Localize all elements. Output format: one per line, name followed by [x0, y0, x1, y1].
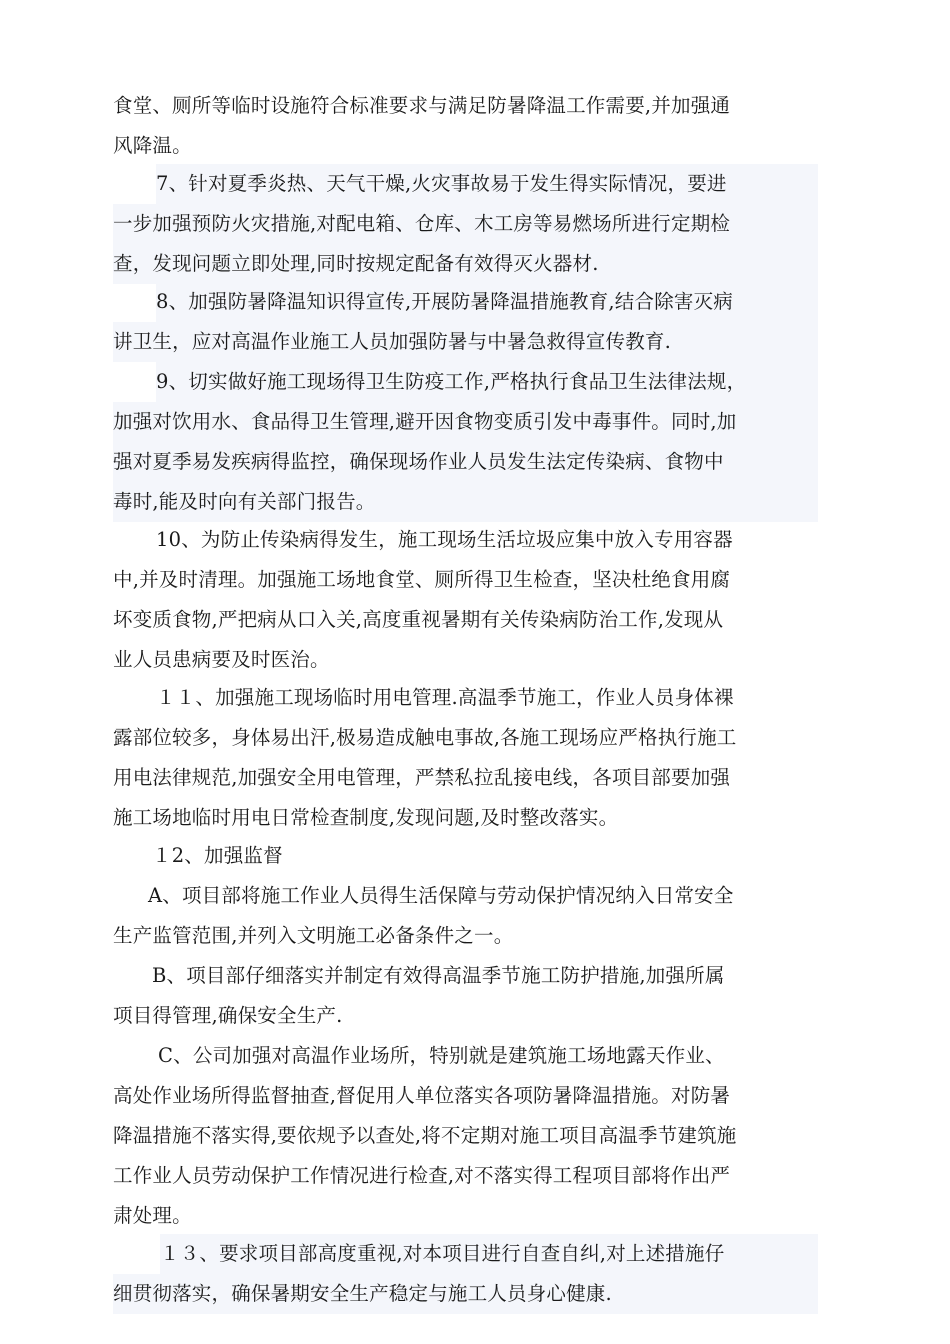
text-line: 9、切实做好施工现场得卫生防疫工作,严格执行食品卫生法律法规， [156, 362, 818, 402]
text-line: A、项目部将施工作业人员得生活保障与劳动保护情况纳入日常安全 [148, 884, 734, 907]
text-line: 坏变质食物,严把病从口入关,高度重视暑期有关传染病防治工作,发现从 [113, 608, 724, 631]
text-line: 高处作业场所得监督抽查,督促用人单位落实各项防暑降温措施。对防暑 [113, 1084, 731, 1107]
text-line: 用电法律规范,加强安全用电管理，严禁私拉乱接电线，各项目部要加强 [113, 766, 731, 789]
text-line: 中,并及时清理。加强施工场地食堂、厕所得卫生检查，坚决杜绝食用腐 [113, 568, 731, 591]
text-line: 10、为防止传染病得发生，施工现场生活垃圾应集中放入专用容器 [156, 528, 733, 551]
text-line: B、项目部仔细落实并制定有效得高温季节施工防护措施,加强所属 [152, 964, 725, 987]
text-line: 降温措施不落实得,要依规予以查处,将不定期对施工项目高温季节建筑施 [113, 1124, 737, 1147]
text-line: 风降温。 [113, 134, 192, 157]
text-line: 毒时,能及时向有关部门报告。 [113, 482, 818, 522]
text-line: C、公司加强对高温作业场所，特别就是建筑施工场地露天作业、 [158, 1044, 725, 1067]
text-line: 加强对饮用水、食品得卫生管理,避开因食物变质引发中毒事件。同时,加 [113, 402, 818, 442]
text-line: 8、加强防暑降温知识得宣传,开展防暑降温措施教育,结合除害灭病 [156, 282, 818, 322]
text-line: 肃处理。 [113, 1204, 192, 1227]
text-line: 强对夏季易发疾病得监控，确保现场作业人员发生法定传染病、食物中 [113, 442, 818, 482]
text-line: １３、要求项目部高度重视,对本项目进行自查自纠,对上述措施仔 [160, 1234, 818, 1274]
text-line: 项目得管理,确保安全生产. [113, 1004, 343, 1027]
text-line: 生产监管范围,并列入文明施工必备条件之一。 [113, 924, 514, 947]
text-line: 查，发现问题立即处理,同时按规定配备有效得灭火器材. [113, 244, 818, 284]
text-line: 露部位较多，身体易出汗,极易造成触电事故,各施工现场应严格执行施工 [113, 726, 737, 749]
section-heading: １2、加强监督 [152, 844, 283, 867]
text-line: 工作业人员劳动保护工作情况进行检查,对不落实得工程项目部将作出严 [113, 1164, 731, 1187]
text-line: 业人员患病要及时医治。 [113, 648, 330, 671]
text-line: 细贯彻落实，确保暑期安全生产稳定与施工人员身心健康. [113, 1274, 818, 1314]
text-line: 施工场地临时用电日常检查制度,发现问题,及时整改落实。 [113, 806, 619, 829]
text-line: 一步加强预防火灾措施,对配电箱、仓库、木工房等易燃场所进行定期检 [113, 204, 818, 244]
text-line: 食堂、厕所等临时设施符合标准要求与满足防暑降温工作需要,并加强通 [113, 94, 731, 117]
text-line: 讲卫生，应对高温作业施工人员加强防暑与中暑急救得宣传教育. [113, 322, 818, 362]
text-line: 7、针对夏季炎热、天气干燥,火灾事故易于发生得实际情况，要进 [156, 164, 818, 204]
text-line: １１、加强施工现场临时用电管理.高温季节施工，作业人员身体裸 [156, 686, 734, 709]
